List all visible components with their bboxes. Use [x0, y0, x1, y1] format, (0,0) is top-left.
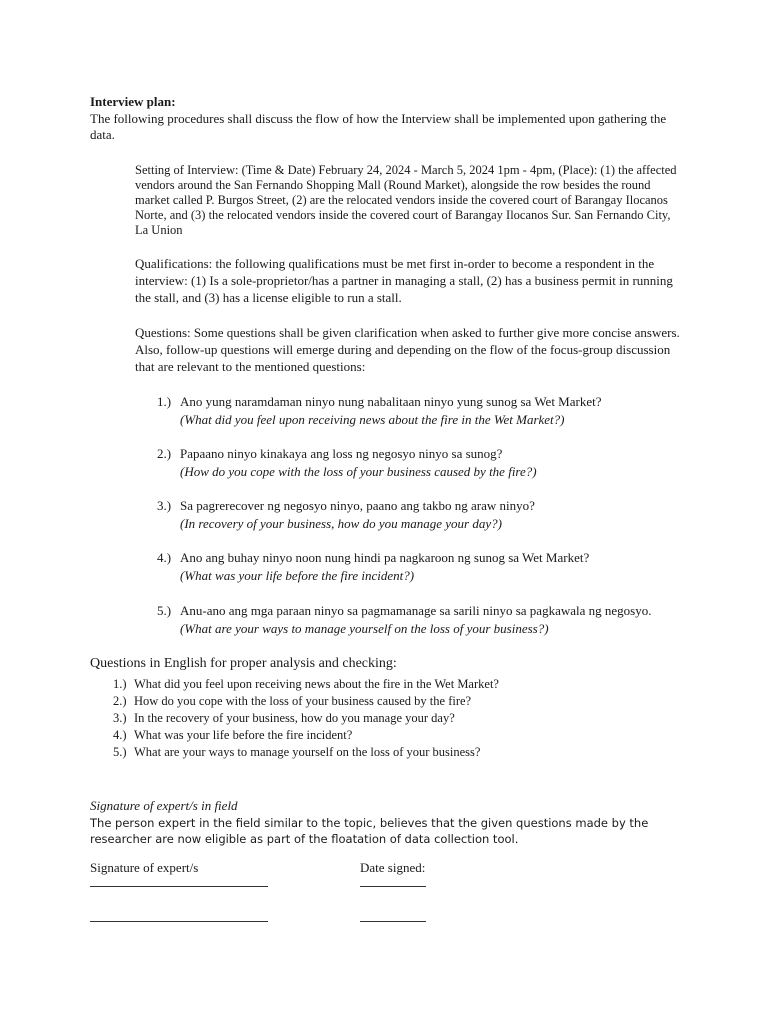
question-translation: (What was your life before the fire incident?) — [180, 568, 415, 583]
question-3 — [157, 497, 717, 533]
signature-heading: Signature of expert/s in field — [90, 798, 238, 813]
signature-line-2[interactable] — [90, 921, 268, 922]
english-question-text: What are your ways to manage yourself on the loss of your business? — [134, 745, 481, 759]
english-question-1 — [113, 676, 499, 693]
question-number: 1.) — [157, 394, 172, 409]
signature-label: Signature of expert/s — [90, 860, 199, 875]
english-question-2 — [113, 693, 471, 710]
question-5 — [157, 602, 717, 638]
intro-paragraph: The following procedures shall discuss the flow of how the Interview shall be implemented upon gathering the data. — [90, 111, 667, 142]
signature-line-1[interactable] — [90, 886, 268, 887]
english-question-number: 4.) — [113, 728, 127, 742]
question-text: Papaano ninyo kinakaya ang loss ng negosyo ninyo sa sunog? — [180, 446, 503, 461]
english-question-text: In the recovery of your business, how do you manage your day? — [134, 711, 455, 725]
question-number: 5.) — [157, 603, 172, 618]
date-line-2[interactable] — [360, 921, 426, 922]
english-question-text: What did you feel upon receiving news about the fire in the Wet Market? — [134, 677, 499, 691]
question-translation: (What did you feel upon receiving news about the fire in the Wet Market?) — [180, 412, 565, 427]
question-number: 4.) — [157, 550, 172, 565]
questions-intro-paragraph: Questions: Some questions shall be given clarification when asked to further give more concise answers. Also, follow-up questions will emerge during and depending on the flow of the focus-group discussion that are relevant to the mentioned questions: — [135, 325, 680, 374]
question-translation: (In recovery of your business, how do you manage your day?) — [180, 516, 502, 531]
question-text: Ano ang buhay ninyo noon nung hindi pa nagkaroon ng sunog sa Wet Market? — [180, 550, 590, 565]
english-question-5 — [113, 744, 480, 761]
question-translation: (What are your ways to manage yourself on the loss of your business?) — [180, 621, 549, 636]
english-question-4 — [113, 727, 352, 744]
signature-paragraph: The person expert in the field similar to the topic, believes that the given questions made by the researcher are now eligible as part of the floatation of data collection tool. — [90, 816, 649, 846]
question-4 — [157, 549, 717, 585]
question-2 — [157, 445, 717, 481]
question-1 — [157, 393, 717, 429]
english-question-text: How do you cope with the loss of your business caused by the fire? — [134, 694, 472, 708]
english-question-3 — [113, 710, 455, 727]
question-number: 3.) — [157, 498, 172, 513]
question-number: 2.) — [157, 446, 172, 461]
english-questions-heading: Questions in English for proper analysis and checking: — [90, 656, 397, 671]
english-question-number: 1.) — [113, 677, 127, 691]
date-label: Date signed: — [360, 860, 426, 875]
question-text: Sa pagrerecover ng negosyo ninyo, paano ang takbo ng araw ninyo? — [180, 498, 535, 513]
question-text: Anu-ano ang mga paraan ninyo sa pagmamanage sa sarili ninyo sa pagkawala ng negosyo. — [180, 603, 652, 618]
english-question-number: 5.) — [113, 745, 127, 759]
english-question-number: 3.) — [113, 711, 127, 725]
page-heading: Interview plan: — [90, 94, 176, 109]
question-text: Ano yung naramdaman ninyo nung nabalitaan ninyo yung sunog sa Wet Market? — [180, 394, 602, 409]
qualifications-paragraph: Qualifications: the following qualifications must be met first in-order to become a respondent in the interview: (1) Is a sole-proprietor/has a partner in managing a stall, (2) has a business permit in running the stall, and (3) has a license eligible to run a stall. — [135, 256, 673, 305]
english-question-number: 2.) — [113, 694, 127, 708]
date-line-1[interactable] — [360, 886, 426, 887]
question-translation: (How do you cope with the loss of your business caused by the fire?) — [180, 464, 537, 479]
english-question-text: What was your life before the fire incident? — [134, 728, 353, 742]
setting-paragraph: Setting of Interview: (Time & Date) February 24, 2024 - March 5, 2024 1pm - 4pm, (Place): (1) the affected vendors around the San Fernando Shopping Mall (Round Market), alongside the row besides the round market called P. Burgos Street, (2) are the relocated vendors inside the covered court of Barangay Ilocanos Norte, and (3) the relocated vendors inside the covered court of Barangay Ilocanos Sur. San Fernando City, La Union — [135, 163, 677, 237]
